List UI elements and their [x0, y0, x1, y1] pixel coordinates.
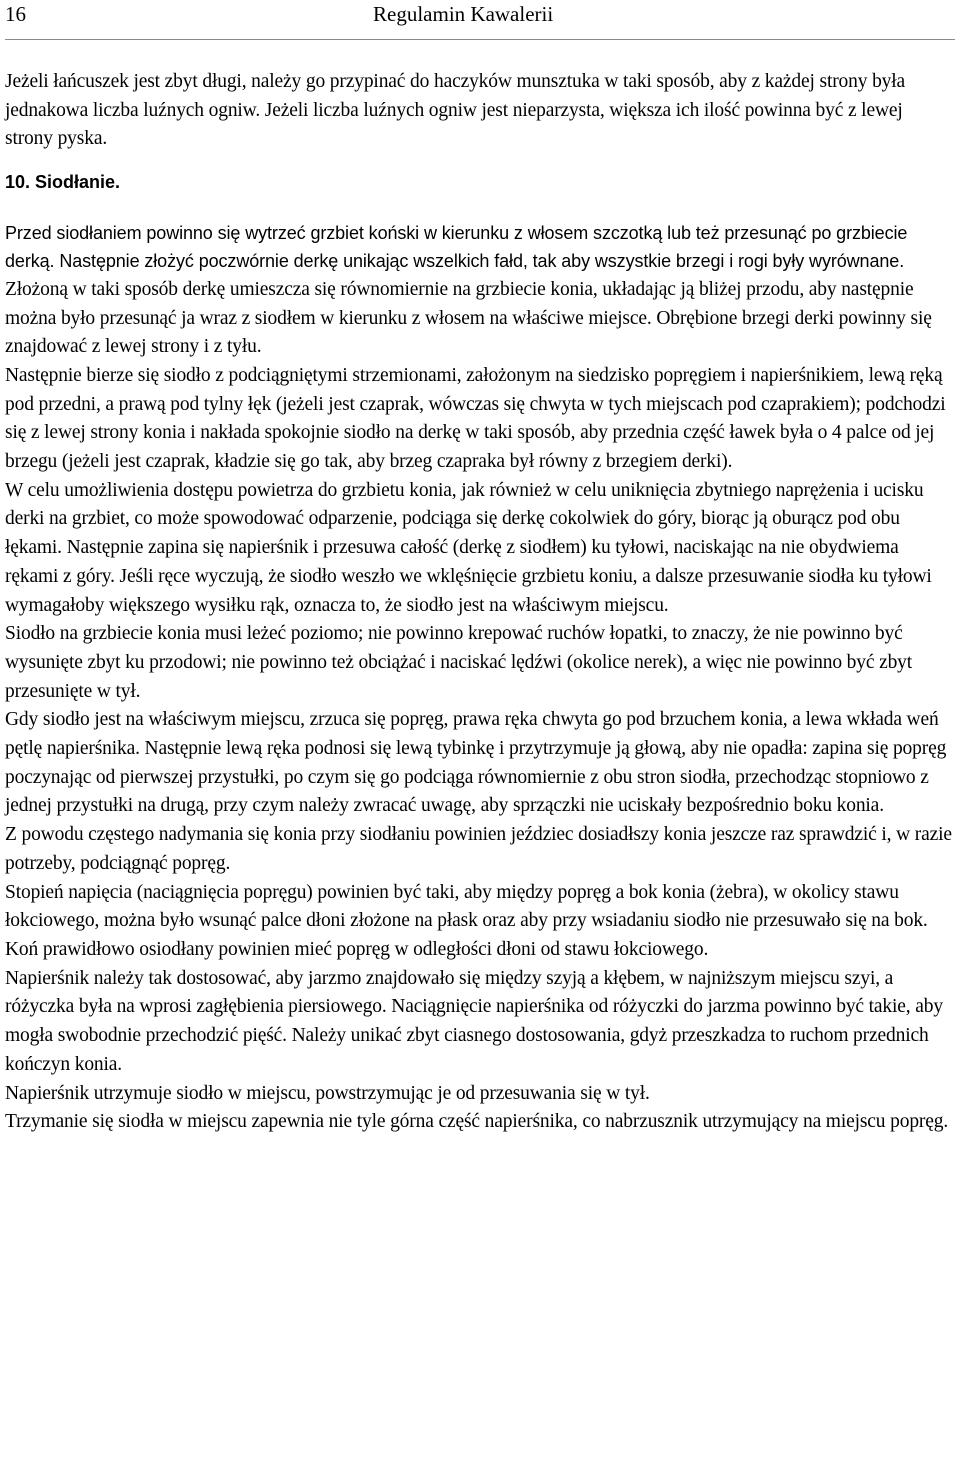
paragraph-10: Napierśnik utrzymuje siodło w miejscu, powstrzymując je od przesuwania się w tył. [5, 1082, 650, 1104]
paragraph-11: Trzymanie się siodła w miejscu zapewnia nie tyle górna część napierśnika, co nabrzusznik utrzymujący na miejscu popręg. [5, 1111, 949, 1133]
paragraph-3: W celu umożliwienia dostępu powietrza do grzbietu konia, jak również w celu uniknięcia zbytniego naprężenia i ucisku derki na grzbiet, co może spowodować odparzenie, podciąga się derkę cokolwiek do góry, biorąc ją oburącz pod obu łękami. Następnie zapina się napierśnik i przesuwa całość (derkę z siodłem) ku tyłowi, naciskając na nie obydwiema rękami z góry. Jeśli ręce wyczują, że siodło weszło we wklęśnięcie grzbietu koniu, a dalsze przesuwanie siodła ku tyłowi wymagałoby większego wysiłku rąk, oznacza to, że siodło jest na właściwym miejscu. [5, 479, 932, 616]
intro-paragraph: Jeżeli łańcuszek jest zbyt długi, należy go przypinać do haczyków munsztuka w taki sposób, aby z każdej strony była jednakowa liczba luźnych ogniw. Jeżeli liczba luźnych ogniw jest nieparzysta, większa ich ilość powinna być z lewej strony pyska. [5, 71, 906, 150]
paragraph-8: Koń prawidłowo osiodłany powinien mieć popręg w odległości dłoni od stawu łokciowego. [5, 938, 709, 960]
paragraph-1: Złożoną w taki sposób derkę umieszcza się równomiernie na grzbiecie konia, układając ją bliżej przodu, aby następnie można było przesunąć ja wraz z siodłem w kierunku z włosem na właściwe miejsce. Obrębione brzegi derki powinny się znajdować z lewej strony i z tyłu. [5, 278, 932, 358]
paragraph-5: Gdy siodło jest na właściwym miejscu, zrzuca się popręg, prawa ręka chwyta go pod brzuchem konia, a lewa wkłada weń pętlę napierśnika. Następnie lewą ręka podnosi się lewą tybinkę i przytrzymuje ją głową, aby nie opadła: zapina się popręg poczynając od pierwszej przystułki, po czym się go podciąga równomiernie z obu stron siodła, przechodząc stopniowo z jednej przystułki na drugą, przy czym należy zwracać uwagę, aby sprzączki nie uciskały bezpośrednio boku konia. [5, 709, 947, 817]
paragraph-9: Napierśnik należy tak dostosować, aby jarzmo znajdowało się między szyją a kłębem, w najniższym miejscu szyi, a różyczka była na wprosi zagłębienia piersiowego. Naciągnięcie napierśnika od różyczki do jarzma powinno być takie, aby mogła swobodnie przechodzić pięść. Należy unikać zbyt ciasnego dostosowania, gdyż przeszkadza to ruchom przednich kończyn konia. [5, 967, 943, 1075]
paragraph-2: Następnie bierze się siodło z podciągniętymi strzemionami, założonym na siedzisko popręgiem i napierśnikiem, lewą ręką pod przedni, a prawą pod tylny łęk (jeżeli jest czaprak, wówczas się chwyta w tych miejscach pod czaprakiem); podchodzi się z lewej strony konia i nakłada spokojnie siodło na derkę w taki sposób, aby przednia część ławek była o 4 palce od jej brzegu (jeżeli jest czaprak, kładzie się go tak, aby brzeg czapraka był równy z brzegiem derki). [5, 364, 946, 473]
paragraph-4: Siodło na grzbiecie konia musi leżeć poziomo; nie powinno krepować ruchów łopatki, to znaczy, że nie powinno być wysunięte zbyt ku przodowi; nie powinno też obciążać i naciskać lędźwi (okolice nerek), a więc nie powinno być zbyt przesunięte w tył. [5, 623, 913, 702]
page-header [0, 0, 960, 30]
section-sans-paragraph: Przed siodłaniem powinno się wytrzeć grzbiet koński w kierunku z włosem szczotką lub też przesunąć po grzbiecie derką. Następnie złożyć poczwórnie derkę unikając wszelkich fałd, tak aby wszystkie brzegi i rogi były wyrównane. [5, 222, 908, 272]
document-body [5, 68, 955, 1137]
paragraph-7: Stopień napięcia (naciągnięcia popręgu) powinien być taki, aby między popręg a bok konia (żebra), w okolicy stawu łokciowego, można było wsunąć palce dłoni złożone na płask oraz aby przy wsiadaniu siodło nie przesuwało się na bok. [5, 881, 928, 932]
section-heading: 10. Siodłanie. [5, 172, 121, 193]
running-title: Regulamin Kawalerii [373, 2, 554, 26]
header-divider [5, 39, 955, 40]
page-number: 16 [5, 2, 26, 26]
paragraph-6: Z powodu częstego nadymania się konia przy siodłaniu powinien jeździec dosiadłszy konia jeszcze raz sprawdzić i, w razie potrzeby, podciągnąć popręg. [5, 824, 952, 874]
